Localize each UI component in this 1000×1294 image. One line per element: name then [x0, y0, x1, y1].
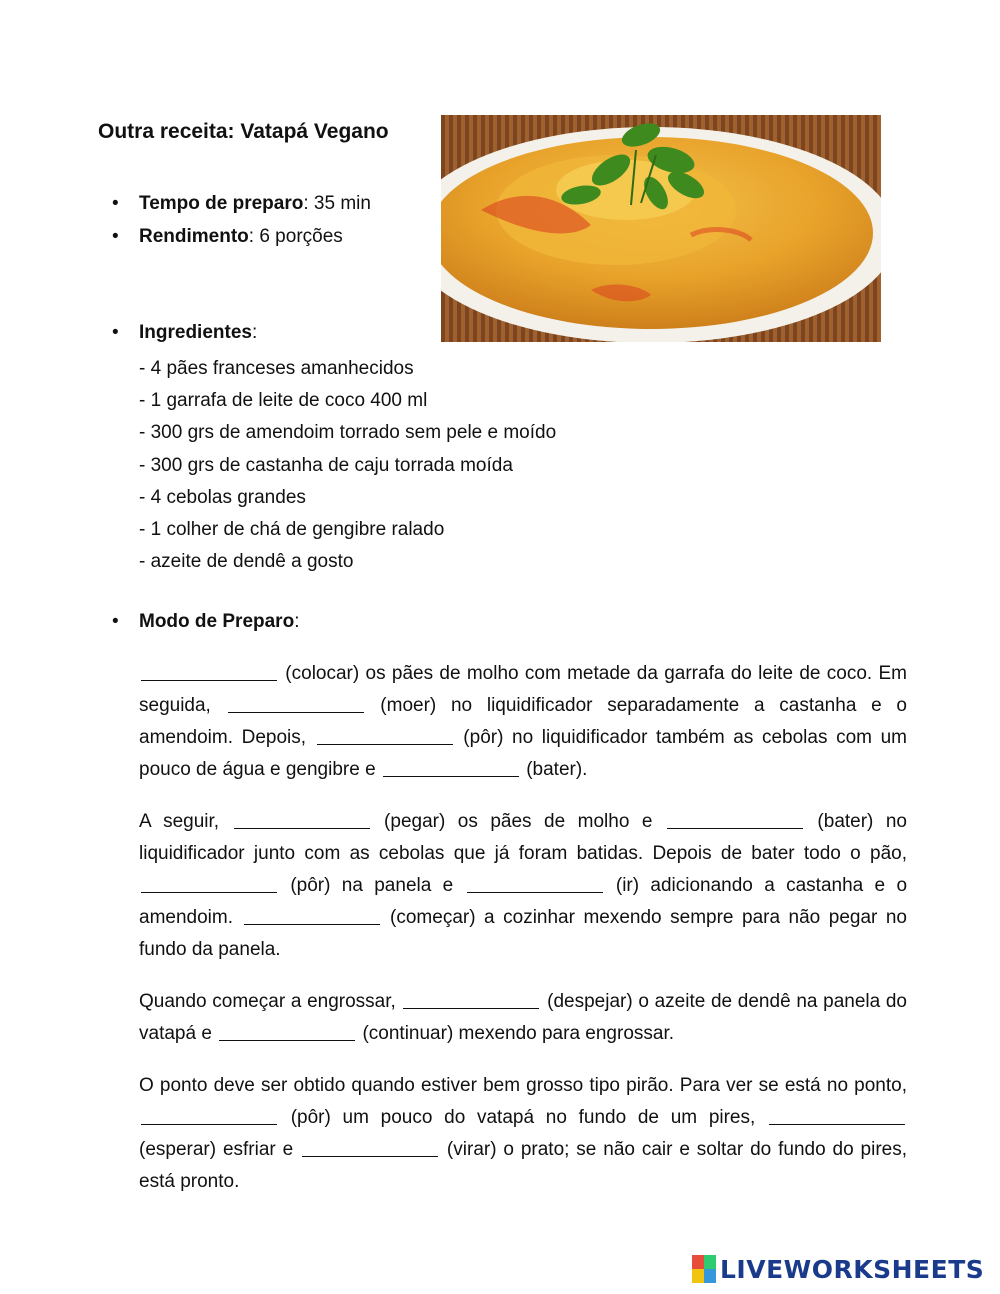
method-colon: : [294, 611, 300, 632]
paragraph-text: (pegar) os pães de molho e [371, 811, 665, 832]
paragraph-text: A seguir, [139, 811, 232, 832]
fill-blank-input[interactable] [383, 756, 519, 777]
paragraph-text: (virar) o prato; se não cair e soltar do fundo do pires, está pronto. [139, 1139, 907, 1192]
bullet-icon: • [112, 611, 119, 632]
fill-blank-input[interactable] [234, 808, 370, 829]
bullet-icon: • [112, 322, 119, 343]
fill-blank-input[interactable] [769, 1104, 905, 1125]
prep-time-value: : 35 min [303, 193, 371, 214]
paragraph-text: (despejar) o azeite de dendê na panela do vatapá e [139, 991, 907, 1044]
prep-time-label: Tempo de preparo [139, 193, 304, 214]
prep-time [139, 192, 371, 216]
ingredient-item: - 1 colher de chá de gengibre ralado [139, 519, 445, 541]
method-label: Modo de Preparo [139, 611, 295, 632]
method-paragraph [139, 1070, 907, 1198]
bullet-icon: • [112, 226, 119, 247]
fill-blank-input[interactable] [141, 1104, 277, 1125]
ingredient-item: - azeite de dendê a gosto [139, 551, 354, 573]
fill-blank-input[interactable] [467, 872, 603, 893]
fill-blank-input[interactable] [302, 1136, 438, 1157]
paragraph-text: (colocar) os pães de molho com metade da garrafa do leite de coco. Em seguida, [139, 663, 907, 716]
paragraph-text: O ponto deve ser obtido quando estiver bem grosso tipo pirão. Para ver se está no ponto, [139, 1075, 907, 1096]
paragraph-text: (pôr) um pouco do vatapá no fundo de um pires, [279, 1107, 767, 1128]
ingredient-item: - 300 grs de castanha de caju torrada moída [139, 454, 513, 476]
yield-value: : 6 porções [248, 226, 343, 247]
paragraph-text: (bater). [520, 759, 588, 780]
method-paragraph [139, 658, 907, 786]
ingredients-colon: : [251, 322, 258, 343]
paragraph-text: Quando começar a engrossar, [139, 991, 402, 1012]
fill-blank-input[interactable] [141, 872, 277, 893]
paragraph-text: (bater) no liquidificador junto com as cebolas que já foram batidas. Depois de bater todo o pão, [139, 811, 907, 864]
paragraph-text: (continuar) mexendo para engrossar. [357, 1023, 675, 1044]
bullet-icon: • [112, 193, 119, 214]
ingredient-item: - 4 pães franceses amanhecidos [139, 358, 414, 379]
fill-blank-input[interactable] [317, 724, 453, 745]
paragraph-text: (ir) adicionando a castanha e o amendoim. [139, 875, 908, 928]
liveworksheets-logo[interactable] [692, 1252, 984, 1286]
vatapa-dish-image [441, 115, 881, 342]
method-heading [139, 610, 299, 634]
ingredients-heading [139, 321, 257, 345]
page-title: Outra receita: Vatapá Vegano [98, 120, 389, 143]
ingredient-item: - 4 cebolas grandes [139, 486, 306, 508]
ingredient-item: - 300 grs de amendoim torrado sem pele e moído [139, 422, 557, 444]
paragraph-text: (esperar) esfriar e [139, 1139, 301, 1160]
ingredients-label: Ingredientes [139, 322, 252, 343]
fill-blank-input[interactable] [141, 660, 277, 681]
logo-text: LIVEWORKSHEETS [720, 1254, 985, 1284]
fill-blank-input[interactable] [244, 904, 380, 925]
fill-blank-input[interactable] [403, 988, 539, 1009]
paragraph-text: (pôr) na panela e [279, 875, 465, 896]
method-paragraph [139, 986, 907, 1050]
ingredient-item: - 1 garrafa de leite de coco 400 ml [139, 390, 428, 412]
ingredients-list [139, 353, 556, 578]
method-paragraph [139, 806, 907, 966]
paragraph-text: (pôr) no liquidificador também as cebolas com um pouco de água e gengibre e [139, 727, 908, 780]
liveworksheets-logo-icon [692, 1255, 716, 1283]
paragraph-text: (começar) a cozinhar mexendo sempre para não pegar no fundo da panela. [139, 907, 907, 960]
fill-blank-input[interactable] [667, 808, 803, 829]
yield [139, 225, 343, 249]
yield-label: Rendimento [139, 226, 249, 247]
fill-blank-input[interactable] [228, 692, 364, 713]
paragraph-text: (moer) no liquidificador separadamente a castanha e o amendoim. Depois, [139, 695, 907, 748]
fill-blank-input[interactable] [219, 1020, 355, 1041]
